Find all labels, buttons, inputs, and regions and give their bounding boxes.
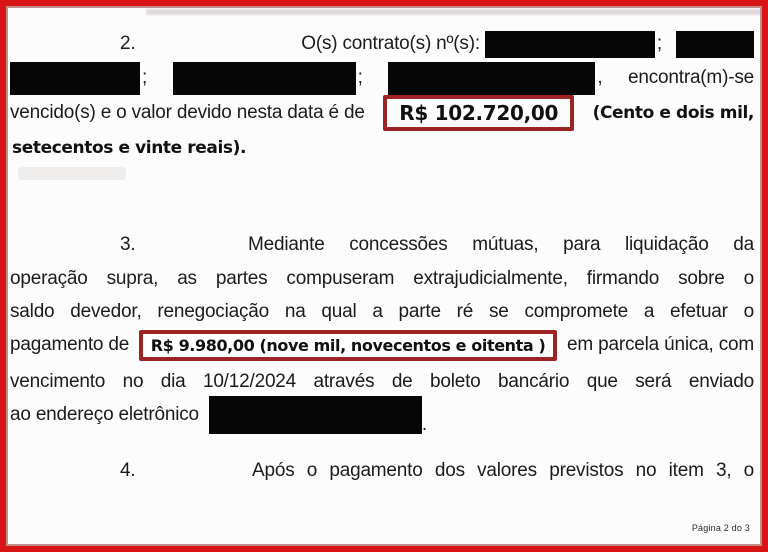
clause3-line1 (10, 230, 754, 260)
highlight-box-total-debt (383, 95, 574, 131)
redaction-bar (173, 62, 356, 95)
redaction-bar (10, 62, 140, 95)
highlight-box-settlement (139, 330, 558, 361)
page-number-label: Página 2 do 3 (691, 523, 750, 533)
clause3-line5-text: vencimento no dia 10/12/2024 através de boleto bancário que será enviado (10, 371, 754, 392)
clause2-number: 2. (120, 33, 136, 54)
redaction-bar (676, 31, 754, 58)
clause3-number: 3. (120, 234, 136, 255)
redacted-contract-group (388, 62, 602, 95)
separator: ; (142, 67, 148, 88)
clause3-line5 (10, 367, 754, 397)
clause3-line2 (10, 264, 754, 294)
total-debt-amount: R$ 102.720,00 (399, 101, 559, 125)
clause2-line2 (10, 60, 754, 96)
redacted-contract-group (173, 62, 363, 95)
clause2-intro: O(s) contrato(s) nº(s): (301, 33, 480, 54)
separator: , (597, 67, 603, 88)
clause3-line4 (10, 324, 754, 366)
sentence-period: . (421, 414, 427, 435)
scan-artifact-streak (146, 9, 762, 15)
clause3-line6 (10, 394, 754, 436)
redaction-bar (485, 31, 655, 58)
clause3-line3-text: saldo devedor, renegociação na qual a parte ré se compromete a efetuar o (10, 301, 754, 322)
clause2-line3-lead: vencido(s) e o valor devido nesta data é de (10, 102, 365, 123)
separator: ; (357, 67, 363, 88)
clause3-line3 (10, 297, 754, 327)
amount-in-words-part2: setecentos e vinte reais). (12, 138, 247, 158)
clause2-line4 (10, 134, 754, 162)
settlement-amount: R$ 9.980,00 (nove mil, novecentos e oitenta ) (150, 335, 546, 355)
clause2-line2-tail: encontra(m)-se (627, 67, 754, 88)
separator: ; (656, 33, 662, 54)
clause3-line1-text: Mediante concessões mútuas, para liquidação da (248, 234, 754, 255)
redacted-contract-group (485, 31, 662, 58)
redacted-contract-group (10, 62, 147, 95)
clause4-number: 4. (120, 460, 136, 481)
clause4-line1-text: Após o pagamento dos valores previstos no item 3, o (252, 460, 754, 481)
redaction-bar (388, 62, 595, 95)
clause2-line1 (10, 28, 754, 60)
clause3-line6-lead: ao endereço eletrônico (10, 404, 199, 425)
amount-in-words-part1: (Cento e dois mil, (592, 103, 754, 123)
clause2-line3 (10, 92, 754, 134)
clause4-line1 (10, 456, 754, 486)
clause3-line4-tail: em parcela única, com (567, 334, 754, 355)
redaction-bar-email (209, 396, 422, 434)
scan-artifact-smudge (18, 167, 126, 180)
clause3-line4-lead: pagamento de (10, 334, 130, 355)
clause3-line2-text: operação supra, as partes compuseram extrajudicialmente, firmando sobre o (10, 268, 754, 289)
